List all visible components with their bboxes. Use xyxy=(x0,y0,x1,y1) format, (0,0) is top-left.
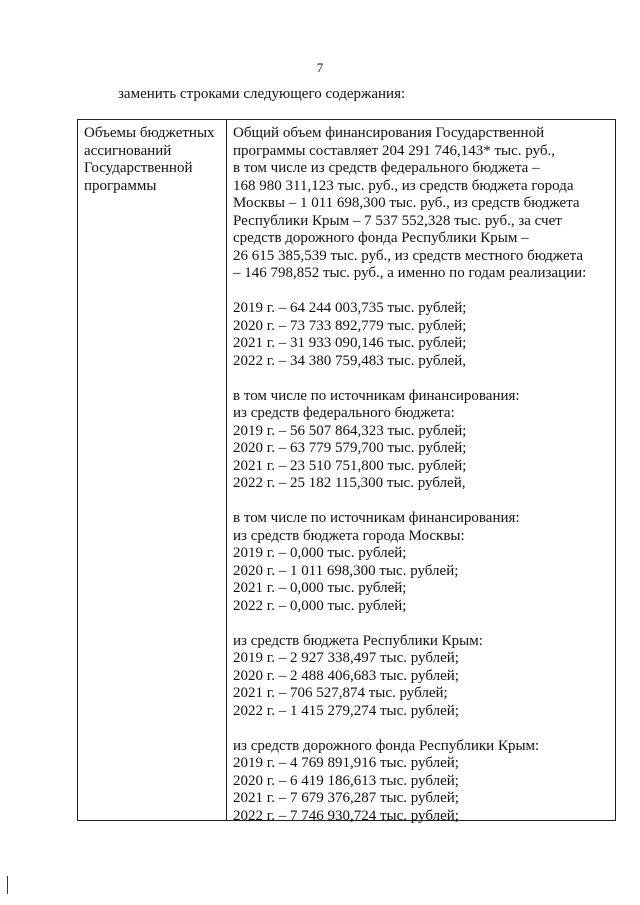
summary-line: 26 615 385,539 тыс. руб., из средств местного бюджета xyxy=(233,247,583,264)
year-line: 2019 г. – 2 927 338,497 тыс. рублей; xyxy=(233,650,459,666)
block-line: из средств бюджета Республики Крым: xyxy=(233,632,483,649)
label-line: программы xyxy=(84,177,157,194)
summary-line: – 146 798,852 тыс. руб., а именно по годам реализации: xyxy=(233,265,587,281)
label-line: Государственной xyxy=(84,160,193,176)
year-line: 2020 г. – 2 488 406,683 тыс. рублей; xyxy=(233,667,459,684)
block-line: в том числе по источникам финансирования: xyxy=(233,387,520,404)
block-line: в том числе по источникам финансирования: xyxy=(233,510,520,526)
year-line: 2020 г. – 73 733 892,779 тыс. рублей; xyxy=(233,317,467,334)
year-line: 2019 г. – 0,000 тыс. рублей; xyxy=(233,545,407,561)
federal-budget-block xyxy=(233,388,611,493)
year-line: 2021 г. – 31 933 090,146 тыс. рублей; xyxy=(233,335,467,351)
block-line: из средств бюджета города Москвы: xyxy=(233,527,465,544)
summary-line: Москвы – 1 011 698,300 тыс. руб., из средств бюджета xyxy=(233,195,580,211)
budget-table xyxy=(77,119,616,824)
year-line: 2021 г. – 0,000 тыс. рублей; xyxy=(233,580,407,596)
year-line: 2019 г. – 64 244 003,735 тыс. рублей; xyxy=(233,300,467,316)
summary-line: 168 980 311,123 тыс. руб., из средств бюджета города xyxy=(233,177,574,194)
year-line: 2022 г. – 34 380 759,483 тыс. рублей, xyxy=(233,352,467,369)
year-line: 2020 г. – 6 419 186,613 тыс. рублей; xyxy=(233,772,459,789)
table-content-cell xyxy=(227,120,615,824)
label-line: Объемы бюджетных xyxy=(84,125,215,141)
road-fund-block xyxy=(233,738,611,826)
summary-line: программы составляет 204 291 746,143* тыс. руб., xyxy=(233,142,555,159)
crimea-budget-block xyxy=(233,633,611,721)
year-line: 2021 г. – 706 527,874 тыс. рублей; xyxy=(233,685,448,701)
block-line: из средств федерального бюджета: xyxy=(233,405,455,421)
year-line: 2022 г. – 0,000 тыс. рублей; xyxy=(233,597,407,614)
year-line: 2020 г. – 63 779 579,700 тыс. рублей; xyxy=(233,440,467,456)
year-line: 2019 г. – 56 507 864,323 тыс. рублей; xyxy=(233,422,467,439)
block-line: из средств дорожного фонда Республики Крым: xyxy=(233,737,540,754)
summary-paragraph xyxy=(233,125,611,283)
year-line: 2022 г. – 25 182 115,300 тыс. рублей, xyxy=(233,475,466,491)
label-line: ассигнований xyxy=(84,142,172,159)
summary-line: Республики Крым – 7 537 552,328 тыс. руб., за счет xyxy=(233,212,562,229)
scan-margin-mark xyxy=(7,876,8,894)
year-line: 2019 г. – 4 769 891,916 тыс. рублей; xyxy=(233,755,459,771)
intro-text: заменить строками следующего содержания: xyxy=(118,86,406,102)
page-number: 7 xyxy=(316,60,324,75)
summary-line: средств дорожного фонда Республики Крым – xyxy=(233,230,529,246)
table-label-cell xyxy=(78,120,227,820)
year-line: 2020 г. – 1 011 698,300 тыс. рублей; xyxy=(233,562,459,579)
summary-line: в том числе из средств федерального бюджета – xyxy=(233,160,540,176)
moscow-budget-block xyxy=(233,510,611,615)
yearly-total-block xyxy=(233,300,611,370)
year-line: 2021 г. – 7 679 376,287 тыс. рублей; xyxy=(233,790,459,806)
year-line: 2022 г. – 1 415 279,274 тыс. рублей; xyxy=(233,702,459,719)
year-line: 2022 г. – 7 746 930,724 тыс. рублей; xyxy=(233,807,459,824)
year-line: 2021 г. – 23 510 751,800 тыс. рублей; xyxy=(233,457,467,474)
summary-line: Общий объем финансирования Государственной xyxy=(233,125,545,141)
